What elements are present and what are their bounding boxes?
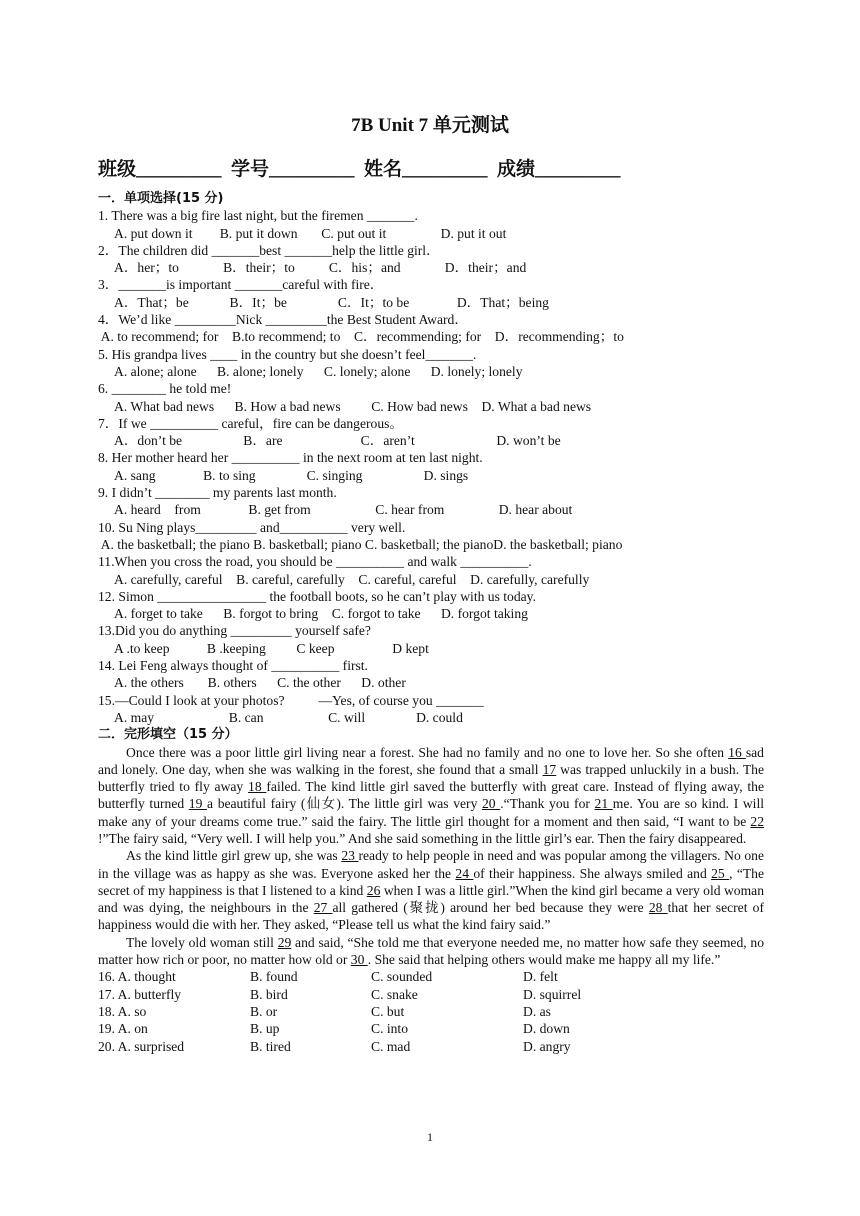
option-cell: D. squirrel <box>523 986 582 1002</box>
question-text: 10. Su Ning plays_________ and__________ very well. <box>98 519 406 535</box>
passage-text: was trapped unluckily in a bush. The butterfly tried to fly away <box>98 761 764 795</box>
option-row <box>98 986 764 1003</box>
question-options: A．don’t be B．are C．aren’t D. won’t be <box>114 433 561 449</box>
option-cell: B. up <box>250 1021 280 1037</box>
passage-text: ready to help people in need and was popular among the villagers. No one in the village was as happy as she was. Everyone asked her the <box>98 848 764 881</box>
question-text: 15.—Could I look at your photos? —Yes, of course you _______ <box>98 692 484 708</box>
cloze-options <box>98 968 764 1054</box>
passage-text: , “The secret of my happiness is that I listened to a kind <box>98 865 764 898</box>
option-cell: C. but <box>371 1003 405 1019</box>
option-cell: D. down <box>523 1021 570 1037</box>
option-cell: C. into <box>371 1021 409 1037</box>
blank-number: 26 <box>366 882 381 898</box>
question-text: 6. ________ he told me! <box>98 381 232 397</box>
passage-text: !”The fairy said, “Very well. I will help you.” And she said something in the little girl’s ear. Then the fairy disappeared. <box>98 830 747 846</box>
cloze-paragraph <box>98 934 764 969</box>
blank-number: 17 <box>542 761 557 777</box>
section-2-heading: 二．完形填空（15 分） <box>98 727 238 743</box>
cloze-paragraph <box>98 744 764 848</box>
blank-number: 20 <box>482 796 501 812</box>
question-options: A. may B. can C. will D. could <box>114 709 463 725</box>
question-options: A．her；to B．their；to C．his；and D．their；and <box>114 260 527 276</box>
multiple-choice-list <box>98 207 764 726</box>
passage-text: .“Thank you for <box>500 796 595 812</box>
question-text: 3．_______is important _______careful with fire． <box>98 277 384 293</box>
option-cell: D. felt <box>523 969 558 985</box>
passage-text: Once there was a poor little girl living near a forest. She had no family and no one to love her. So she often <box>126 744 729 760</box>
question-text: 14. Lei Feng always thought of __________ first. <box>98 658 368 674</box>
question-text: A. the basketball; the piano B. basketball; piano C. basketball; the pianoD. the basketball; piano <box>98 536 623 552</box>
passage-text: of their happiness. She always smiled and <box>473 865 712 881</box>
question-options: A. the others B. others C. the other D. other <box>114 675 406 691</box>
passage-text: The lovely old woman still <box>126 934 278 950</box>
blank-number: 30 <box>350 952 368 968</box>
option-cell: D. as <box>523 1003 551 1019</box>
question-text: 12. Simon ________________ the football boots, so he can’t play with us today. <box>98 588 536 604</box>
option-cell: B. tired <box>250 1038 291 1054</box>
question-text: A. to recommend; for B.to recommend; to C．recommending; for D．recommending；to <box>98 329 624 345</box>
blank-number: 21 <box>594 796 613 812</box>
option-row <box>98 968 764 985</box>
question-text: 13.Did you do anything _________ yourself safe? <box>98 623 371 639</box>
blank-number: 24 <box>455 865 474 881</box>
passage-text: . She said that helping others would make me happy all my life.” <box>367 952 721 968</box>
question-text: 8. Her mother heard her __________ in the next room at ten last night. <box>98 450 483 466</box>
question-text: 2．The children did _______best _______help the little girl． <box>98 242 440 258</box>
test-content <box>98 190 764 1055</box>
question-options: A. What bad news B. How a bad news C. How bad news D. What a bad news <box>114 398 592 414</box>
passage-text: failed. The kind little girl saved the butterfly with great care. Instead of flying away, the butterfly turned <box>98 779 764 812</box>
question-options: A. put down it B. put it down C. put out it D. put it out <box>114 225 507 241</box>
question-text: 5. His grandpa lives ____ in the country but she doesn’t feel_______. <box>98 346 477 362</box>
question-options: A .to keep B .keeping C keep D kept <box>114 640 429 656</box>
question-options: A. sang B. to sing C. singing D. sings <box>114 467 469 483</box>
blank-number: 28 <box>648 900 668 916</box>
option-cell: 16. A. thought <box>98 969 176 985</box>
passage-text: all gathered (聚拢) around her bed because they were <box>332 900 649 916</box>
question-options: A. carefully, careful B. careful, carefully C. careful, careful D. carefully, carefully <box>114 571 590 587</box>
option-cell: C. snake <box>371 986 418 1002</box>
passage-text: As the kind little girl grew up, she was <box>126 848 342 864</box>
passage-text: when I was a little girl.”When the kind girl became a very old woman and was dying, the neighbours in the <box>98 882 765 916</box>
option-row <box>98 1038 764 1055</box>
passage-text: that her secret of happiness would die with her. They asked, “Please tell us what the kind fairy said.” <box>98 900 764 933</box>
blank-number: 23 <box>341 848 359 864</box>
option-cell: 17. A. butterfly <box>98 986 182 1002</box>
option-cell: 18. A. so <box>98 1003 147 1019</box>
blank-number: 16 <box>728 744 746 760</box>
option-cell: D. angry <box>523 1038 571 1054</box>
cloze-paragraph <box>98 847 764 933</box>
cloze-passage <box>98 744 764 969</box>
question-options: A．That；be B．It；be C．It；to be D．That；being <box>114 294 549 310</box>
passage-text: me. You are so kind. I will make any of your dreams come true.” said the fairy. The little girl thought for a moment and then said, “I want to be <box>98 796 765 829</box>
blank-number: 18 <box>248 779 267 795</box>
option-cell: C. mad <box>371 1038 411 1054</box>
blank-number: 22 <box>750 813 764 829</box>
passage-text: a beautiful fairy (仙女). The little girl was very <box>207 796 482 812</box>
question-text: 4．We’d like _________Nick _________the Best Student Award． <box>98 312 468 328</box>
passage-text: sad and lonely. One day, when she was walking in the forest, she found that a small <box>98 744 764 777</box>
option-row <box>98 1020 764 1037</box>
question-text: 1. There was a big fire last night, but the firemen _______. <box>98 208 418 224</box>
question-text: 7．If we __________ careful，fire can be dangerous。 <box>98 415 403 431</box>
blank-number: 29 <box>277 934 292 950</box>
question-options: A. alone; alone B. alone; lonely C. lonely; alone D. lonely; lonely <box>114 363 523 379</box>
question-text: 9. I didn’t ________ my parents last month. <box>98 485 337 501</box>
option-cell: B. bird <box>250 986 288 1002</box>
blank-number: 19 <box>188 796 208 812</box>
question-options: A. forget to take B. forgot to bring C. forgot to take D. forgot taking <box>114 606 528 622</box>
question-text: 11.When you cross the road, you should be __________ and walk __________. <box>98 554 532 570</box>
option-cell: 19. A. on <box>98 1021 148 1037</box>
blank-number: 27 <box>313 900 333 916</box>
page-title: 7B Unit 7 单元测试 <box>351 115 509 136</box>
page-number: 1 <box>427 1130 433 1144</box>
option-cell: C. sounded <box>371 969 433 985</box>
student-info-line: 班级_________ 学号_________ 姓名_________ 成绩_________ <box>98 159 621 180</box>
passage-text: and said, “She told me that everyone needed me, no matter how safe they seemed, no matter how rich or poor, no matter how old or <box>98 934 764 968</box>
option-cell: 20. A. surprised <box>98 1038 185 1054</box>
option-cell: B. found <box>250 969 298 985</box>
blank-number: 25 <box>711 865 730 881</box>
option-row <box>98 1003 764 1020</box>
option-cell: B. or <box>250 1003 278 1019</box>
section-1-heading: 一．单项选择(15 分) <box>98 191 224 206</box>
question-options: A. heard from B. get from C. hear from D. hear about <box>114 502 573 518</box>
